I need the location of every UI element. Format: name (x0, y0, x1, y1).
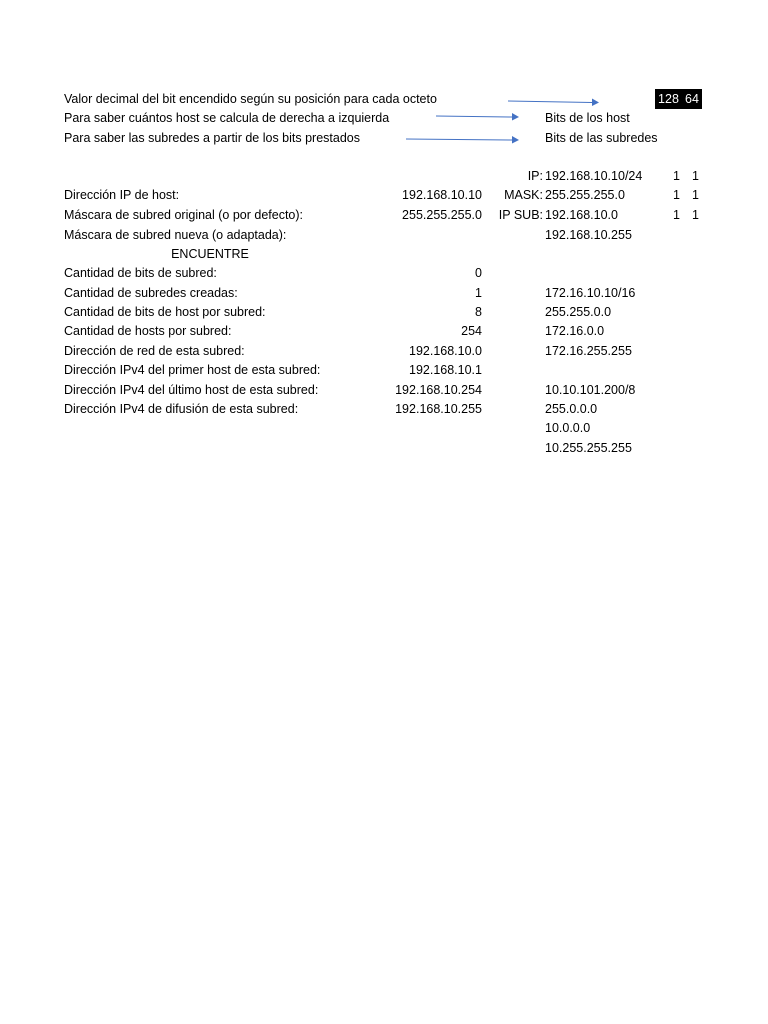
bit-value-64: 64 (685, 92, 699, 106)
row-value: 255.255.255.0 (402, 208, 482, 222)
bit-value-box (655, 89, 702, 109)
row-value: 192.168.10.255 (395, 402, 482, 416)
row-label: Dirección de red de esta subred: (64, 344, 245, 358)
row-value: 0 (475, 266, 482, 280)
example-value: 10.255.255.255 (545, 441, 632, 455)
arrow-icon (508, 96, 600, 108)
row-value: 8 (475, 305, 482, 319)
ip-label: IP: (527, 169, 543, 183)
heading-encuentre: ENCUENTRE (171, 247, 249, 261)
example-value: 172.16.10.10/16 (545, 286, 636, 300)
row-label: Cantidad de hosts por subred: (64, 324, 232, 338)
row-value: 1 (475, 286, 482, 300)
ipsub-label: IP SUB: (498, 208, 543, 222)
row-label: Máscara de subred original (o por defecto): (64, 208, 304, 222)
row-value: 192.168.10.0 (409, 344, 482, 358)
note-bit-value: Valor decimal del bit encendido según su posición para cada octeto (64, 92, 437, 106)
example-value: 10.0.0.0 (545, 421, 591, 435)
arrow-icon (436, 111, 520, 123)
row-label: Dirección IPv4 del primer host de esta subred: (64, 363, 321, 377)
row-label: Dirección IP de host: (64, 188, 180, 202)
bit-cell: 1 (673, 208, 680, 222)
row-label: Máscara de subred nueva (o adaptada): (64, 228, 287, 242)
example-value: 10.10.101.200/8 (545, 383, 636, 397)
ipsub-value: 192.168.10.0 (545, 208, 618, 222)
row-value: 192.168.10.1 (409, 363, 482, 377)
example-value: 172.16.0.0 (545, 324, 605, 338)
ip-value: 192.168.10.10/24 (545, 169, 643, 183)
bit-cell: 1 (692, 188, 699, 202)
bit-cell: 1 (692, 169, 699, 183)
row-label: Cantidad de bits de subred: (64, 266, 217, 280)
example-value: 255.0.0.0 (545, 402, 598, 416)
mask-value: 255.255.255.0 (545, 188, 625, 202)
bit-cell: 1 (692, 208, 699, 222)
label-subnet-bits: Bits de las subredes (545, 131, 658, 145)
row-value: 254 (461, 324, 482, 338)
arrow-icon (406, 134, 520, 146)
row-label: Dirección IPv4 del último host de esta subred: (64, 383, 319, 397)
note-subnets: Para saber las subredes a partir de los bits prestados (64, 131, 360, 145)
mask-label: MASK: (504, 188, 543, 202)
row-label: Dirección IPv4 de difusión de esta subred: (64, 402, 299, 416)
bit-cell: 1 (673, 188, 680, 202)
broadcast-value: 192.168.10.255 (545, 228, 632, 242)
label-host-bits: Bits de los host (545, 111, 630, 125)
row-value: 192.168.10.10 (402, 188, 482, 202)
row-label: Cantidad de subredes creadas: (64, 286, 238, 300)
row-label: Cantidad de bits de host por subred: (64, 305, 266, 319)
bit-cell: 1 (673, 169, 680, 183)
example-value: 172.16.255.255 (545, 344, 632, 358)
example-value: 255.255.0.0 (545, 305, 612, 319)
row-value: 192.168.10.254 (395, 383, 482, 397)
note-host-count: Para saber cuántos host se calcula de derecha a izquierda (64, 111, 390, 125)
bit-value-128: 128 (658, 92, 679, 106)
